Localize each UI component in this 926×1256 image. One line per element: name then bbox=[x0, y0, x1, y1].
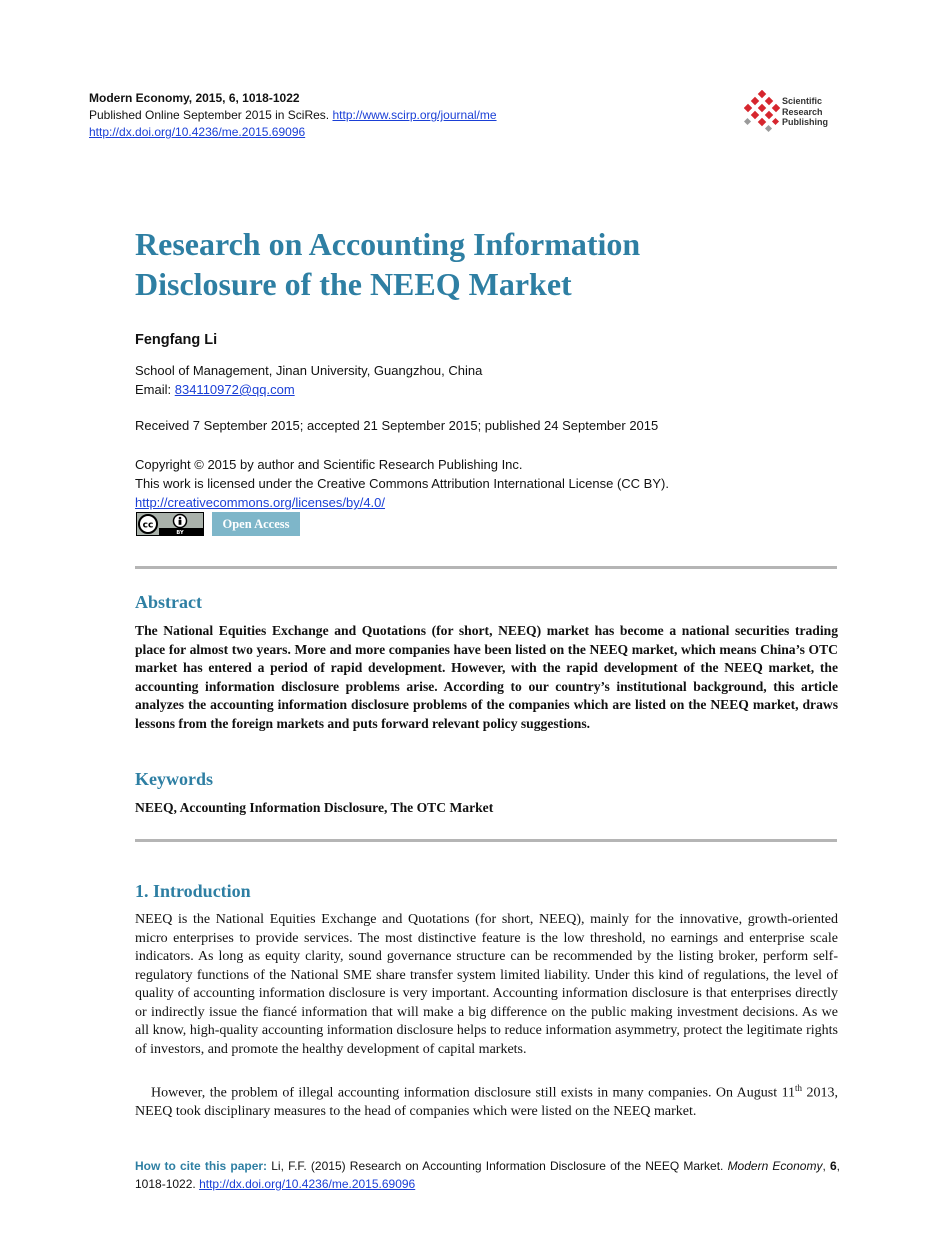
cite-label: How to cite this paper: bbox=[135, 1159, 272, 1173]
doi-link[interactable]: http://dx.doi.org/10.4236/me.2015.69096 bbox=[89, 125, 306, 139]
cite-volume: 6 bbox=[829, 1159, 837, 1173]
journal-url-link[interactable]: http://www.scirp.org/journal/me bbox=[332, 108, 497, 122]
introduction-heading: 1. Introduction bbox=[135, 881, 251, 901]
logo-line-3: Publishing bbox=[782, 117, 828, 127]
journal-citation-line: Modern Economy, 2015, 6, 1018-1022 bbox=[89, 91, 300, 105]
publication-dates: Received 7 September 2015; accepted 21 September 2015; published 24 September 2015 bbox=[135, 418, 659, 433]
affiliation: School of Management, Jinan University, Guangzhou, China bbox=[135, 363, 483, 378]
how-to-cite bbox=[135, 1157, 840, 1193]
email-line bbox=[135, 380, 482, 399]
divider-bottom bbox=[135, 839, 837, 842]
publisher-logo bbox=[744, 90, 844, 134]
introduction-paragraph-1: NEEQ is the National Equities Exchange and Quotations (for short, NEEQ), mainly for the innovative, growth-oriented micro enterprises to provide services. The most distinctive feature is the low threshold, no earnings and enterprise scale indicators. As long as equity clarity, sound governance structure can be recommended by the listing broker, perform self-regulatory functions of the National SME share transfer system limited liability. Under this kind of regulations, the level of quality of accounting information disclosure is very important. Accounting information disclosure is that enterprises directly or indirectly issue the fiancé information that will make a big difference on the public making investment decisions. As we all know, high-quality accounting information disclosure helps to reduce information asymmetry, protect the legitimate rights of investors, and promote the healthy development of capital markets. bbox=[135, 912, 838, 1057]
paper-title bbox=[135, 224, 855, 304]
title-line-2: Disclosure of the NEEQ Market bbox=[135, 266, 572, 302]
abstract-heading: Abstract bbox=[135, 592, 202, 612]
svg-text:BY: BY bbox=[176, 530, 184, 535]
cc-by-glyph-icon bbox=[137, 513, 203, 535]
title-line-1: Research on Accounting Information bbox=[135, 226, 641, 262]
cite-separator: , bbox=[822, 1159, 830, 1173]
paragraph-2-start: However, the problem of illegal accounting information disclosure still exists in many companies. On August 11 bbox=[151, 1085, 796, 1101]
divider-top bbox=[135, 566, 837, 569]
cite-doi-link[interactable]: http://dx.doi.org/10.4236/me.2015.69096 bbox=[199, 1177, 416, 1191]
logo-line-1: Scientific bbox=[782, 96, 823, 106]
published-text: Published Online September 2015 in SciRes. bbox=[89, 108, 333, 122]
publisher-logo-text bbox=[782, 96, 828, 128]
open-access-badge[interactable]: Open Access bbox=[212, 512, 300, 536]
journal-header bbox=[89, 90, 497, 141]
email-label: Email: bbox=[135, 382, 175, 397]
logo-line-2: Research bbox=[782, 106, 823, 117]
license-link[interactable]: http://creativecommons.org/licenses/by/4.0/ bbox=[135, 495, 386, 510]
cite-text: Li, F.F. (2015) Research on Accounting Information Disclosure of the NEEQ Market. bbox=[271, 1159, 728, 1173]
email-link[interactable]: 834110972@qq.com bbox=[174, 382, 295, 397]
cite-journal: Modern Economy bbox=[727, 1159, 823, 1173]
published-online-line bbox=[89, 107, 497, 124]
copyright-block bbox=[135, 455, 669, 512]
introduction-paragraph-2 bbox=[135, 1079, 838, 1122]
cite-pages: , 1018-1022. bbox=[135, 1159, 840, 1191]
publisher-logo-mark-icon bbox=[744, 90, 784, 134]
keywords-text: NEEQ, Accounting Information Disclosure, The OTC Market bbox=[135, 800, 494, 815]
license-line: This work is licensed under the Creative Commons Attribution International License (CC BY). bbox=[135, 476, 669, 491]
author-affiliation-block bbox=[135, 361, 482, 399]
abstract-text: The National Equities Exchange and Quotations (for short, NEEQ) market has become a national securities trading place for almost two years. More and more companies have been listed on the NEEQ market, which means China’s OTC market has entered a period of rapid development. However, with the rapid development of the NEEQ market, the accounting information disclosure problems arise. According to our country’s institutional background, this article analyzes the accounting information disclosure problems of the companies which are listed on the NEEQ market, draws lessons from the foreign markets and puts forward relevant policy suggestions. bbox=[135, 623, 838, 731]
keywords-heading: Keywords bbox=[135, 769, 213, 789]
ordinal-suffix: th bbox=[795, 1083, 803, 1093]
paragraph-2-end: 2013, NEEQ took disciplinary measures to the head of companies which were listed on the NEEQ market. bbox=[135, 1085, 839, 1120]
author-name: Fengfang Li bbox=[135, 332, 218, 348]
svg-text:cc: cc bbox=[142, 520, 154, 531]
cc-by-icon[interactable] bbox=[136, 512, 204, 536]
copyright-line: Copyright © 2015 by author and Scientific Research Publishing Inc. bbox=[135, 457, 523, 472]
